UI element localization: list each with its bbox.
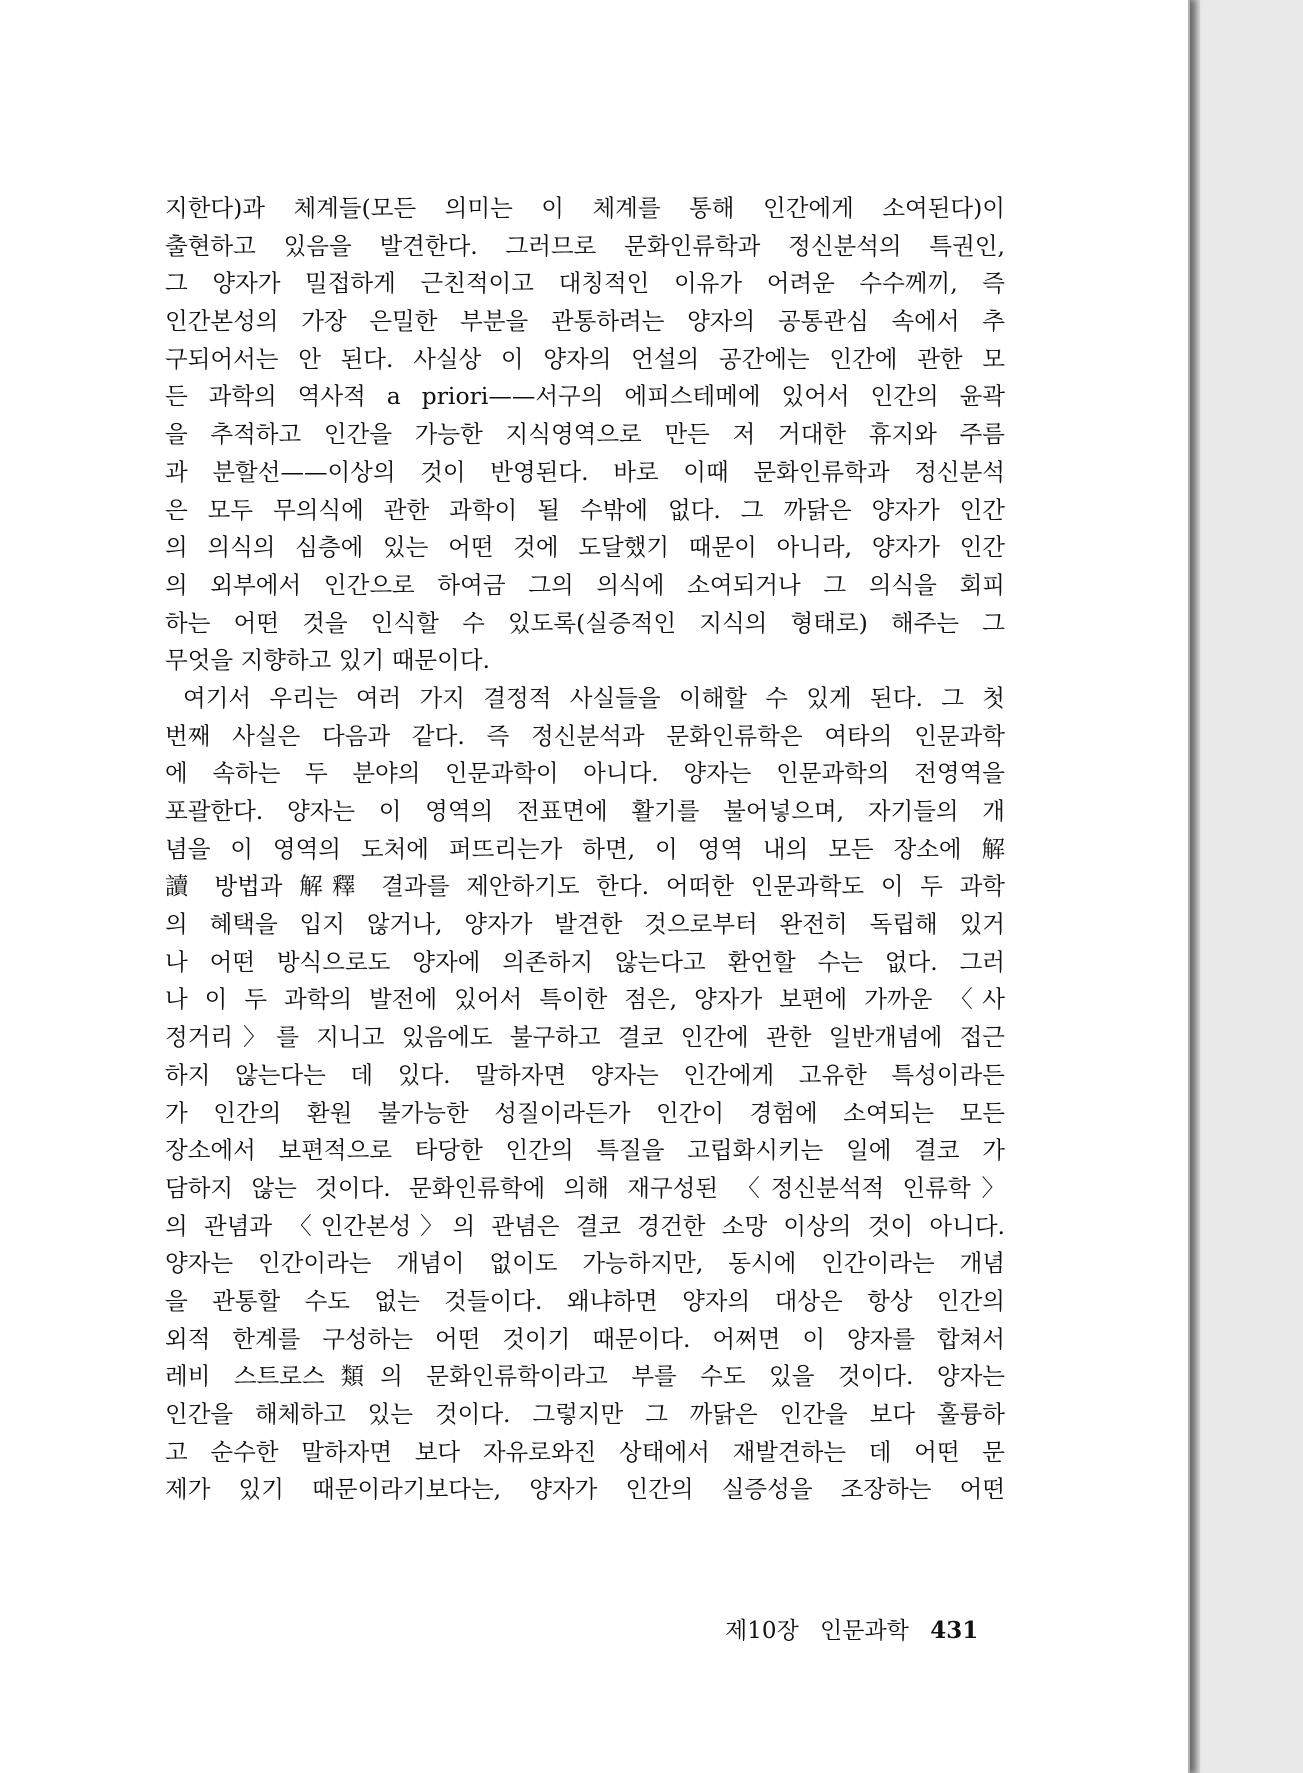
text-line: 레비 스트로스類의 문화인류학이라고 부를 수도 있을 것이다. 양자는 xyxy=(165,1362,1005,1391)
text-line: 무엇을 지향하고 있기 때문이다. xyxy=(165,646,490,675)
text-line: 여기서 우리는 여러 가지 결정적 사실들을 이해할 수 있게 된다. 그 첫 xyxy=(183,683,1005,712)
text-line: 든 과학의 역사적 a priori——서구의 에피스테메에 있어서 인간의 윤곽 xyxy=(165,382,1005,411)
text-line: 구되어서는 안 된다. 사실상 이 양자의 언설의 공간에는 인간에 관한 모 xyxy=(165,344,1005,373)
text-line: 제가 있기 때문이라기보다는, 양자가 인간의 실증성을 조장하는 어떤 xyxy=(165,1475,1005,1504)
text-line: 지한다)과 체계들(모든 의미는 이 체계를 통해 인간에게 소여된다)이 xyxy=(165,194,1005,222)
footer-chapter: 제10장 xyxy=(725,1618,799,1644)
text-line: 은 모두 무의식에 관한 과학이 될 수밖에 없다. 그 까닭은 양자가 인간 xyxy=(165,495,1005,524)
text-line: 의 외부에서 인간으로 하여금 그의 의식에 소여되거나 그 의식을 회피 xyxy=(165,570,1005,599)
text-line: 정거리〉를 지니고 있음에도 불구하고 결코 인간에 관한 일반개념에 접근 xyxy=(165,1023,1005,1052)
text-line: 과 분할선——이상의 것이 반영된다. 바로 이때 문화인류학과 정신분석 xyxy=(165,457,1005,486)
text-line: 에 속하는 두 분야의 인문과학이 아니다. 양자는 인문과학의 전영역을 xyxy=(165,759,1005,788)
text-line: 번째 사실은 다음과 같다. 즉 정신분석과 문화인류학은 여타의 인문과학 xyxy=(165,721,1005,750)
text-line: 의 의식의 심층에 있는 어떤 것에 도달했기 때문이 아니라, 양자가 인간 xyxy=(165,533,1005,562)
text-line: 그 양자가 밀접하게 근친적이고 대칭적인 이유가 어려운 수수께끼, 즉 xyxy=(165,269,1005,298)
text-line: 포괄한다. 양자는 이 영역의 전표면에 활기를 불어넣으며, 자기들의 개 xyxy=(165,797,1005,825)
text-line: 을 추적하고 인간을 가능한 지식영역으로 만든 저 거대한 휴지와 주름 xyxy=(165,420,1005,449)
text-line: 양자는 인간이라는 개념이 없이도 가능하지만, 동시에 인간이라는 개념 xyxy=(165,1249,1005,1278)
text-line: 하는 어떤 것을 인식할 수 있도록(실증적인 지식의 형태로) 해주는 그 xyxy=(165,608,1005,637)
body-text xyxy=(165,190,1005,1509)
text-line: 고 순수한 말하자면 보다 자유로와진 상태에서 재발견하는 데 어떤 문 xyxy=(165,1437,1005,1466)
text-line: 인간을 해체하고 있는 것이다. 그렇지만 그 까닭은 인간을 보다 훌륭하 xyxy=(165,1400,1005,1428)
text-line: 념을 이 영역의 도처에 퍼뜨리는가 하면, 이 영역 내의 모든 장소에 解 xyxy=(165,834,1005,863)
footer-section: 인문과학 xyxy=(820,1618,909,1644)
text-line: 讀 방법과 解釋 결과를 제안하기도 한다. 어떠한 인문과학도 이 두 과학 xyxy=(165,872,1005,901)
text-line: 나 어떤 방식으로도 양자에 의존하지 않는다고 환언할 수는 없다. 그러 xyxy=(165,947,1005,976)
text-line: 담하지 않는 것이다. 문화인류학에 의해 재구성된 〈정신분석적 인류학〉 xyxy=(165,1173,1005,1202)
viewer-background xyxy=(1200,0,1303,1773)
text-line: 을 관통할 수도 없는 것들이다. 왜냐하면 양자의 대상은 항상 인간의 xyxy=(165,1286,1005,1315)
text-line: 하지 않는다는 데 있다. 말하자면 양자는 인간에게 고유한 특성이라든 xyxy=(165,1060,1005,1089)
page-number: 431 xyxy=(930,1617,979,1644)
text-line: 출현하고 있음을 발견한다. 그러므로 문화인류학과 정신분석의 특권인, xyxy=(165,231,1005,260)
text-line: 가 인간의 환원 불가능한 성질이라든가 인간이 경험에 소여되는 모든 xyxy=(165,1098,1005,1127)
text-line: 장소에서 보편적으로 타당한 인간의 특질을 고립화시키는 일에 결코 가 xyxy=(165,1136,1005,1165)
text-line: 의 혜택을 입지 않거나, 양자가 발견한 것으로부터 완전히 독립해 있거 xyxy=(165,910,1005,939)
text-line: 인간본성의 가장 은밀한 부분을 관통하려는 양자의 공통관심 속에서 추 xyxy=(165,307,1005,336)
text-line: 의 관념과 〈인간본성〉의 관념은 결코 경건한 소망 이상의 것이 아니다. xyxy=(165,1211,1005,1240)
page-footer xyxy=(725,1612,1005,1645)
text-line: 외적 한계를 구성하는 어떤 것이기 때문이다. 어쩌면 이 양자를 합쳐서 xyxy=(165,1324,1005,1353)
text-line: 나 이 두 과학의 발전에 있어서 특이한 점은, 양자가 보편에 가까운 〈사 xyxy=(165,985,1005,1014)
